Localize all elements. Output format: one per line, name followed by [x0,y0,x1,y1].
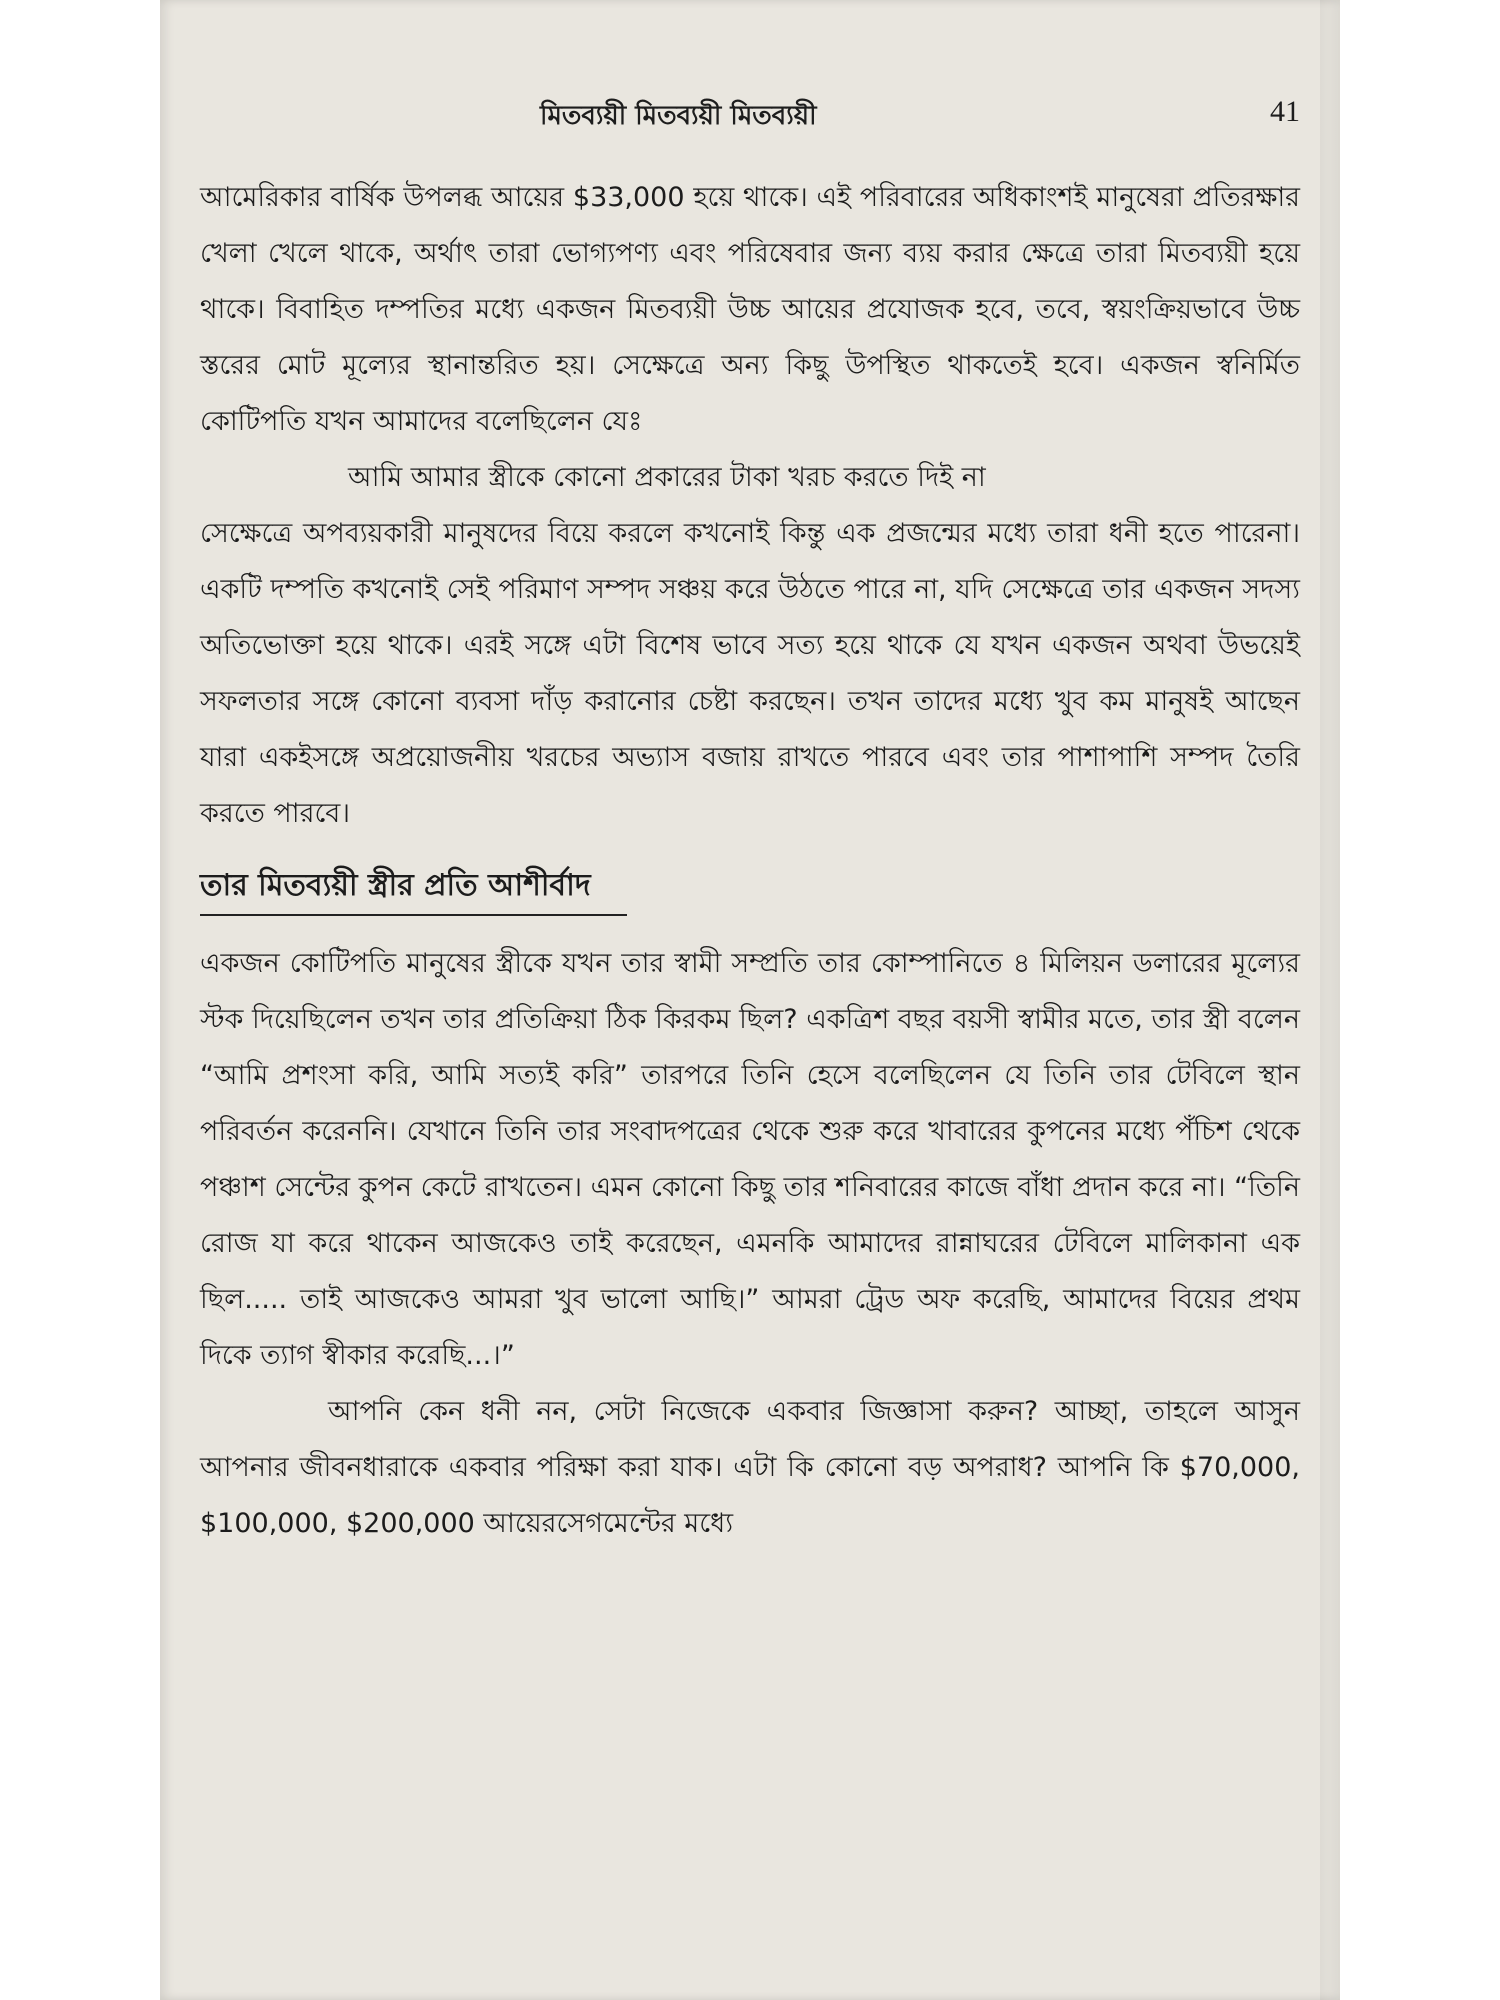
paragraph-1: আমেরিকার বার্ষিক উপলব্ধ আয়ের $33,000 হয়ে থাকে। এই পরিবারের অধিকাংশই মানুষেরা প্রতিরক্ষার খেলা খেলে থাকে, অর্থাৎ তারা ভোগ্যপণ্য এবং পরিষেবার জন্য ব্যয় করার ক্ষেত্রে তারা মিতব্যয়ী হয়ে থাকে। বিবাহিত দম্পতির মধ্যে একজন মিতব্যয়ী উচ্চ আয়ের প্রযোজক হবে, তবে, স্বয়ংক্রিয়ভাবে উচ্চ স্তরের মোট মূল্যের স্থানান্তরিত হয়। সেক্ষেত্রে অন্য কিছু উপস্থিত থাকতেই হবে। একজন স্বনির্মিত কোটিপতি যখন আমাদের বলেছিলেন যেঃ [200,182,1300,437]
page-gutter-shadow [1320,0,1340,2000]
section-heading: তার মিতব্যয়ী স্ত্রীর প্রতি আশীর্বাদ [200,858,627,916]
running-title: মিতব্যয়ী মিতব্যয়ী মিতব্যয়ী [540,101,817,131]
block-quote: আমি আমার স্ত্রীকে কোনো প্রকারের টাকা খরচ করতে দিই না [348,462,986,493]
page-number: 41 [1270,95,1300,128]
page-body [200,170,1300,1552]
section-heading-wrap [200,858,1300,930]
paragraph-3: একজন কোটিপতি মানুষের স্ত্রীকে যখন তার স্বামী সম্প্রতি তার কোম্পানিতে ৪ মিলিয়ন ডলারের মূল্যের স্টক দিয়েছিলেন তখন তার প্রতিক্রিয়া ঠিক কিরকম ছিল? একত্রিশ বছর বয়সী স্বামীর মতে, তার স্ত্রী বলেন “আমি প্রশংসা করি, আমি সত্যই করি” তারপরে তিনি হেসে বলেছিলেন যে তিনি তার টেবিলে স্থান পরিবর্তন করেননি। যেখানে তিনি তার সংবাদপত্রের থেকে শুরু করে খাবারের কুপনের মধ্যে পঁচিশ থেকে পঞ্চাশ সেন্টের কুপন কেটে রাখতেন। এমন কোনো কিছু তার শনিবারের কাজে বাঁধা প্রদান করে না। “তিনি রোজ যা করে থাকেন আজকেও তাই করেছেন, এমনকি আমাদের রান্নাঘরের টেবিলে মালিকানা এক ছিল..... তাই আজকেও আমরা খুব ভালো আছি।” আমরা ট্রেড অফ করেছি, আমাদের বিয়ের প্রথম দিকে ত্যাগ স্বীকার করেছি...।” [200,948,1300,1371]
page-header [200,95,1300,145]
paragraph-2: সেক্ষেত্রে অপব্যয়কারী মানুষদের বিয়ে করলে কখনোই কিন্তু এক প্রজন্মের মধ্যে তারা ধনী হতে পারেনা। একটি দম্পতি কখনোই সেই পরিমাণ সম্পদ সঞ্চয় করে উঠতে পারে না, যদি সেক্ষেত্রে তার একজন সদস্য অতিভোক্তা হয়ে থাকে। এরই সঙ্গে এটা বিশেষ ভাবে সত্য হয়ে থাকে যে যখন একজন অথবা উভয়েই সফলতার সঙ্গে কোনো ব্যবসা দাঁড় করানোর চেষ্টা করছেন। তখন তাদের মধ্যে খুব কম মানুষই আছেন যারা একইসঙ্গে অপ্রয়োজনীয় খরচের অভ্যাস বজায় রাখতে পারবে এবং তার পাশাপাশি সম্পদ তৈরি করতে পারবে। [200,518,1300,829]
paragraph-4: আপনি কেন ধনী নন, সেটা নিজেকে একবার জিজ্ঞাসা করুন? আচ্ছা, তাহলে আসুন আপনার জীবনধারাকে একবার পরিক্ষা করা যাক। এটা কি কোনো বড় অপরাধ? আপনি কি $70,000, $100,000, $200,000 আয়েরসেগমেন্টের মধ্যে [200,1396,1300,1539]
